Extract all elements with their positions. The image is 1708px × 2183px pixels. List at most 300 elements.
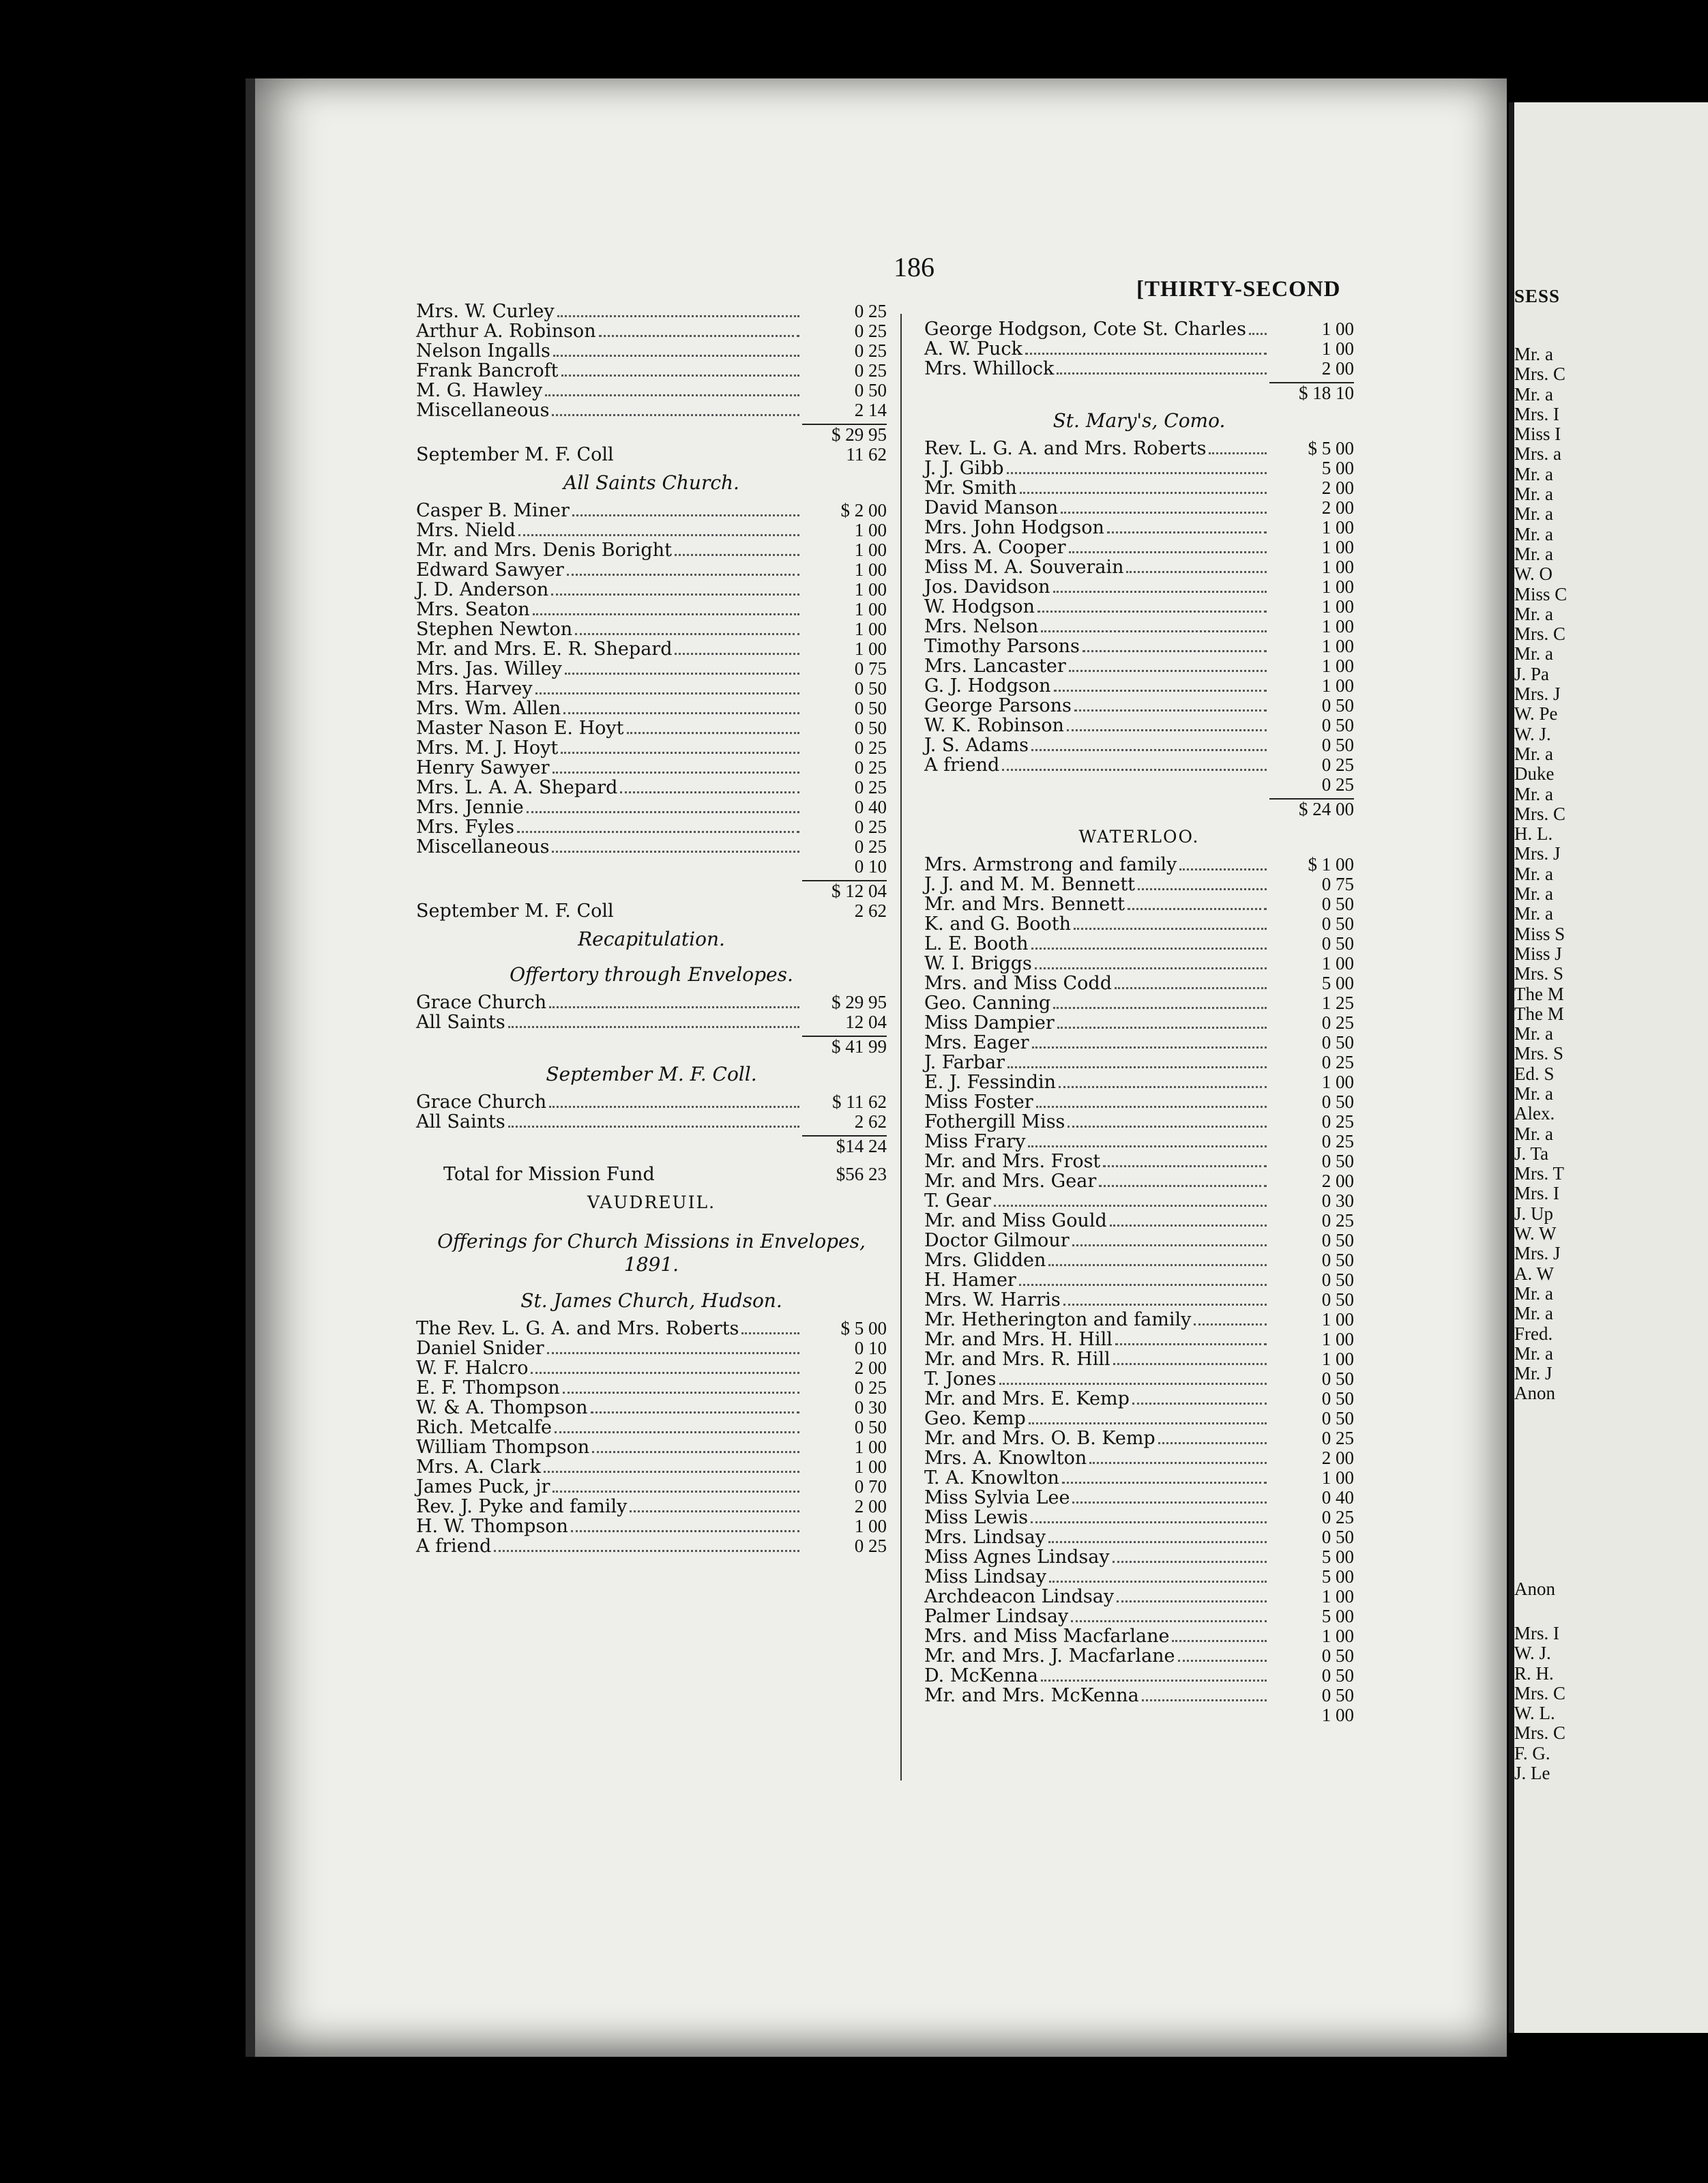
ledger-name: Mr. and Mrs. McKenna <box>924 1685 1139 1706</box>
ledger-row <box>924 1211 1354 1231</box>
next-page-list-bottom <box>1514 1624 1565 1783</box>
column-divider <box>900 314 902 1781</box>
ledger-name: G. J. Hodgson <box>924 675 1051 697</box>
ledger-name: Frank Bancroft <box>416 360 559 381</box>
ledger-row <box>924 1191 1354 1211</box>
ledger-amount: 1 00 <box>854 540 887 560</box>
ledger-amount: $ 1 00 <box>1308 854 1354 875</box>
ledger-row <box>416 817 887 837</box>
leader-dots <box>1128 896 1267 910</box>
ledger-name: Geo. Kemp <box>924 1408 1026 1429</box>
ledger-row <box>924 1053 1354 1072</box>
fragment-line: Mr. a <box>1514 1123 1553 1144</box>
leader-dots <box>1142 1687 1267 1701</box>
fragment-line: Miss J <box>1514 943 1562 964</box>
fragment-line: Mr. a <box>1514 743 1553 764</box>
leader-dots <box>1099 1173 1267 1187</box>
fragment-line: Alex. <box>1514 1103 1555 1124</box>
subtotal-amount: $ 41 99 <box>802 1036 887 1057</box>
fragment-line: Mr. a <box>1514 463 1553 484</box>
ledger-row <box>416 381 887 400</box>
page-number: 186 <box>894 252 934 282</box>
leader-dots <box>1057 360 1267 375</box>
ledger-amount: 1 00 <box>1321 1467 1354 1488</box>
leader-dots <box>1113 1549 1267 1563</box>
ledger-row <box>924 1547 1354 1567</box>
ledger-name: Mrs. W. Curley <box>416 301 555 322</box>
ledger-row <box>924 1132 1354 1152</box>
ledger-row <box>416 1398 887 1418</box>
ledger-name: Daniel Snider <box>416 1338 544 1359</box>
fragment-line: Mr. a <box>1514 863 1553 884</box>
ledger-amount: 12 04 <box>845 1012 887 1032</box>
ledger-name: Mrs. Nield <box>416 520 516 541</box>
fragment-line: Mr. a <box>1514 1023 1553 1044</box>
ledger-name: Mrs. M. J. Hoyt <box>416 737 559 759</box>
leader-dots <box>599 323 799 337</box>
ledger-name: William Thompson <box>416 1437 590 1458</box>
ledger-name: D. McKenna <box>924 1665 1038 1686</box>
ledger-row <box>416 600 887 619</box>
leader-dots <box>557 303 799 317</box>
leader-dots <box>1074 915 1267 930</box>
ledger-row <box>416 1358 887 1378</box>
ledger-name: All Saints <box>416 1111 505 1132</box>
leader-dots <box>545 382 799 396</box>
ledger-amount: 1 00 <box>1321 338 1354 359</box>
ledger-row <box>924 914 1354 934</box>
ledger-amount: 0 50 <box>1321 1092 1354 1112</box>
subtotal-row <box>924 795 1354 819</box>
ledger-name: A friend <box>416 1536 492 1557</box>
section-title-st-james: St. James Church, Hudson. <box>520 1289 782 1312</box>
leader-dots <box>994 1192 1267 1207</box>
ledger-name: W. I. Briggs <box>924 953 1032 974</box>
ledger-amount: 1 00 <box>1321 537 1354 557</box>
leader-dots <box>1007 1054 1267 1068</box>
leader-dots <box>552 402 799 416</box>
ledger-row <box>416 679 887 699</box>
fragment-line: Mrs. a <box>1514 443 1561 465</box>
ledger-name: Mrs. A. Clark <box>416 1456 541 1478</box>
september-label: September M. F. Coll <box>416 444 614 465</box>
ledger-name: Mrs. Harvey <box>416 678 533 699</box>
leader-dots <box>1037 598 1267 613</box>
leader-dots <box>1089 1450 1267 1464</box>
ledger-name: Palmer Lindsay <box>924 1606 1069 1627</box>
leader-dots <box>675 542 799 556</box>
ledger-amount: 0 25 <box>854 1536 887 1556</box>
subtotal-row <box>416 1032 887 1057</box>
ledger-row <box>416 619 887 639</box>
fragment-line: Mr. a <box>1514 523 1553 544</box>
ledger-row <box>924 1448 1354 1468</box>
section-title-vaudreuil: VAUDREUIL. <box>587 1192 716 1212</box>
ledger-name: T. A. Knowlton <box>924 1467 1059 1489</box>
ledger-name: Mr. and Mrs. Frost <box>924 1151 1101 1172</box>
leader-dots <box>1068 1113 1267 1128</box>
leader-dots <box>1032 1034 1267 1049</box>
leader-dots <box>535 680 799 694</box>
leader-dots <box>1041 1667 1267 1682</box>
ledger-row <box>924 775 1354 795</box>
leader-dots <box>999 1371 1267 1385</box>
ledger-amount: 1 00 <box>854 1516 887 1536</box>
leader-dots <box>1057 1014 1267 1029</box>
ledger-row <box>924 875 1354 894</box>
ledger-amount: 1 00 <box>1321 675 1354 696</box>
ledger-amount: 1 00 <box>854 520 887 540</box>
leader-dots <box>1031 1509 1267 1523</box>
ledger-row <box>924 855 1354 875</box>
ledger-name: Mrs. Armstrong and family <box>924 854 1177 875</box>
ledger-name: A. W. Puck <box>924 338 1022 360</box>
ledger-row <box>416 501 887 521</box>
leader-dots <box>553 342 799 357</box>
fragment-line: Mr. a <box>1514 1083 1553 1104</box>
section-title-offerings: Offerings for Church Missions in Envelopes, 1891. <box>437 1230 866 1276</box>
ledger-name: J. J. and M. M. Bennett <box>924 874 1136 895</box>
ledger-row <box>416 1092 887 1112</box>
ledger-row <box>924 755 1354 775</box>
ledger-row <box>924 1231 1354 1250</box>
ledger-row <box>924 597 1354 617</box>
fragment-line: Mrs. J <box>1514 1243 1561 1264</box>
ledger-row <box>416 1319 887 1338</box>
fragment-line: Mrs. I <box>1514 403 1559 424</box>
ledger-amount: 0 50 <box>1321 1527 1354 1547</box>
section-title-september: September M. F. Coll. <box>546 1063 757 1085</box>
ledger-amount: 0 25 <box>1321 774 1354 795</box>
leader-dots <box>508 1014 799 1028</box>
ledger-name: Doctor Gilmour <box>924 1230 1070 1251</box>
ledger-name: Mrs. Whillock <box>924 358 1055 379</box>
leader-dots <box>419 860 799 873</box>
ledger-row <box>924 1666 1354 1686</box>
leader-dots <box>1048 1252 1267 1266</box>
ledger-amount: 2 00 <box>1321 1448 1354 1468</box>
leader-dots <box>1059 1074 1267 1088</box>
ledger-amount: 1 00 <box>854 599 887 619</box>
fragment-line: Mrs. T <box>1514 1163 1565 1184</box>
subtotal-amount: $ 18 10 <box>1269 382 1354 403</box>
fragment-line: Ed. S <box>1514 1063 1555 1084</box>
ledger-row <box>924 1567 1354 1587</box>
leader-dots <box>571 1518 799 1532</box>
ledger-name: Rich. Metcalfe <box>416 1417 552 1438</box>
ledger-amount: 0 75 <box>1321 874 1354 894</box>
ledger-name: J. J. Gibb <box>924 458 1004 479</box>
ledger-amount: 1 00 <box>1321 1329 1354 1349</box>
ledger-name: Miss M. A. Souverain <box>924 557 1124 578</box>
leader-dots <box>1029 1410 1267 1424</box>
ledger-amount: 1 00 <box>1321 636 1354 656</box>
leader-dots <box>1062 1469 1267 1484</box>
ledger-name: Mrs. Jas. Willey <box>416 658 562 679</box>
ledger-row <box>924 1310 1354 1330</box>
leader-dots <box>1209 440 1267 454</box>
ledger-row <box>416 341 887 361</box>
ledger-name: A friend <box>924 754 1000 776</box>
leader-dots <box>1053 995 1267 1009</box>
fragment-line: Mr. a <box>1514 783 1553 804</box>
fragment-line: Duke <box>1514 763 1555 785</box>
st-james-list <box>416 1319 887 1556</box>
ledger-amount: 0 25 <box>854 360 887 381</box>
fragment-line: J. Pa <box>1514 663 1550 684</box>
leader-dots <box>592 1439 799 1453</box>
fragment-line: Mrs. C <box>1514 364 1566 385</box>
offertory-list <box>416 993 887 1032</box>
ledger-row <box>924 1092 1354 1112</box>
ledger-name: Mr. and Mrs. E. Kemp <box>924 1388 1130 1409</box>
ledger-row <box>416 521 887 540</box>
ledger-amount: 0 25 <box>854 340 887 361</box>
ledger-amount: 0 25 <box>1321 1052 1354 1072</box>
fragment-line: Mrs. C <box>1514 1682 1566 1703</box>
ledger-name: Miss Foster <box>924 1092 1033 1113</box>
ledger-name: J. D. Anderson <box>416 579 549 600</box>
leader-dots <box>1072 1232 1267 1246</box>
leader-dots <box>1019 1272 1267 1286</box>
ledger-row <box>924 1409 1354 1429</box>
running-head: [THIRTY-SECOND <box>1136 277 1341 302</box>
ledger-name: J. Farbar <box>924 1052 1005 1073</box>
ledger-amount: 0 25 <box>1321 754 1354 775</box>
ledger-amount: $ 2 00 <box>840 500 887 521</box>
ledger-amount: 1 00 <box>1321 1349 1354 1369</box>
ledger-amount: 1 00 <box>1321 517 1354 538</box>
ledger-amount: 1 00 <box>1321 656 1354 676</box>
ledger-row <box>924 1349 1354 1369</box>
ledger-amount: 0 25 <box>854 836 887 857</box>
ledger-amount: 1 00 <box>854 639 887 659</box>
ledger-name: Miss Lindsay <box>924 1566 1047 1587</box>
leader-dots <box>572 502 799 516</box>
leader-dots <box>1126 559 1267 573</box>
ledger-amount: 0 50 <box>1321 1289 1354 1310</box>
ledger-row <box>416 639 887 659</box>
ledger-amount: 0 50 <box>1321 1151 1354 1171</box>
fragment-line: Mrs. C <box>1514 803 1566 824</box>
ledger-name: Mrs. Lancaster <box>924 656 1066 677</box>
ledger-amount: 2 00 <box>1321 497 1354 518</box>
leader-dots <box>1083 638 1267 652</box>
leader-dots <box>1054 677 1267 692</box>
ledger-row <box>924 1607 1354 1626</box>
leader-dots <box>1031 935 1267 950</box>
ledger-name: Master Nason E. Hoyt <box>416 718 624 739</box>
leader-dots <box>551 581 799 596</box>
ledger-row <box>416 1012 887 1032</box>
fragment-line: Mrs. S <box>1514 963 1564 984</box>
mission-fund-label: Total for Mission Fund <box>443 1164 655 1185</box>
ledger-row <box>416 1517 887 1536</box>
ledger-row <box>924 696 1354 716</box>
ledger-name: Mr. Smith <box>924 478 1017 499</box>
ledger-name: Mrs. and Miss Codd <box>924 973 1112 994</box>
leader-dots <box>927 778 1267 791</box>
ledger-row <box>924 439 1354 458</box>
ledger-name: Mrs. Eager <box>924 1032 1029 1053</box>
ledger-amount: 1 00 <box>1321 576 1354 597</box>
ledger-row <box>924 538 1354 557</box>
ledger-row <box>416 738 887 758</box>
leader-dots <box>544 1459 799 1473</box>
ledger-name: Grace Church <box>416 992 547 1013</box>
ledger-row <box>924 1033 1354 1053</box>
fragment-line: Mrs. I <box>1514 1183 1559 1204</box>
ledger-amount: 0 50 <box>1321 735 1354 755</box>
leader-dots <box>1069 539 1267 553</box>
ledger-amount: 2 00 <box>854 1358 887 1378</box>
ledger-name: Mr. and Mrs. J. Macfarlane <box>924 1645 1175 1667</box>
leader-dots <box>1025 340 1267 355</box>
ledger-row <box>416 1477 887 1497</box>
ledger-name: Miscellaneous <box>416 400 550 421</box>
top-list <box>924 319 1354 379</box>
ledger-name: Mrs. L. A. A. Shepard <box>416 777 618 798</box>
ledger-amount: 5 00 <box>1321 458 1354 478</box>
ledger-row <box>416 797 887 817</box>
mission-fund-amount: $56 23 <box>836 1164 887 1184</box>
fragment-line: Mr. a <box>1514 603 1553 624</box>
ledger-row <box>924 518 1354 538</box>
ledger-name: Nelson Ingalls <box>416 340 550 362</box>
leader-dots <box>1007 460 1267 474</box>
fragment-line: Anon <box>1514 1383 1555 1404</box>
ledger-name: Rev. L. G. A. and Mrs. Roberts <box>924 438 1207 459</box>
ledger-amount: 0 25 <box>1321 1428 1354 1448</box>
ledger-amount: 1 00 <box>854 619 887 639</box>
leader-dots <box>518 522 799 536</box>
ledger-amount: 0 50 <box>1321 1250 1354 1270</box>
ledger-amount: 1 00 <box>854 1456 887 1477</box>
ledger-name: Mrs. Fyles <box>416 817 515 838</box>
ledger-row <box>924 993 1354 1013</box>
ledger-row <box>416 699 887 718</box>
leader-dots <box>1113 1351 1267 1365</box>
ledger-amount: 0 40 <box>1321 1487 1354 1508</box>
all-saints-list <box>416 501 887 877</box>
ledger-name: George Parsons <box>924 695 1072 716</box>
ledger-name: Mrs. Jennie <box>416 797 524 818</box>
ledger-row <box>924 735 1354 755</box>
ledger-row <box>924 1369 1354 1389</box>
ledger-row <box>416 758 887 778</box>
leader-dots <box>1020 480 1267 494</box>
ledger-amount: 0 25 <box>854 777 887 797</box>
ledger-row <box>924 1626 1354 1646</box>
ledger-name: M. G. Hawley <box>416 380 543 401</box>
ledger-amount: 0 40 <box>854 797 887 817</box>
ledger-row <box>924 1488 1354 1508</box>
ledger-amount: 0 25 <box>1321 1131 1354 1152</box>
ledger-name: H. W. Thompson <box>416 1516 568 1537</box>
september-row <box>416 901 887 922</box>
leader-dots <box>591 1399 799 1413</box>
ledger-amount: 5 00 <box>1321 1566 1354 1587</box>
ledger-row <box>416 837 887 857</box>
ledger-row <box>924 1250 1354 1270</box>
fragment-line: Mr. a <box>1514 1303 1553 1324</box>
ledger-row <box>924 339 1354 359</box>
leader-dots <box>1072 1489 1267 1504</box>
ledger-name: Mr. and Mrs. O. B. Kemp <box>924 1428 1155 1449</box>
ledger-name: H. Hamer <box>924 1270 1016 1291</box>
ledger-row <box>416 1112 887 1132</box>
ledger-amount: 2 62 <box>854 1111 887 1132</box>
fragment-line: Mr. a <box>1514 344 1553 364</box>
fragment-line: Mrs. J <box>1514 843 1561 864</box>
ledger-name: Mr. and Mrs. Denis Boright <box>416 540 672 561</box>
ledger-row <box>924 1290 1354 1310</box>
ledger-row <box>924 1330 1354 1349</box>
fragment-line: Mr. a <box>1514 883 1553 905</box>
ledger-amount: 0 50 <box>1321 913 1354 934</box>
leader-dots <box>1031 737 1267 751</box>
leader-dots <box>563 1379 799 1394</box>
leader-dots <box>1069 658 1267 672</box>
leader-dots <box>533 601 799 615</box>
fragment-line: Mr. a <box>1514 903 1553 924</box>
ledger-name: George Hodgson, Cote St. Charles <box>924 319 1246 340</box>
ledger-row <box>416 1497 887 1517</box>
ledger-name: Casper B. Miner <box>416 500 570 521</box>
leader-dots <box>552 838 799 853</box>
ledger-row <box>416 540 887 560</box>
ledger-row <box>924 934 1354 954</box>
september-label: September M. F. Coll <box>416 900 614 922</box>
ledger-amount: 0 25 <box>854 737 887 758</box>
ledger-amount: 2 00 <box>1321 1171 1354 1191</box>
ledger-row <box>924 1152 1354 1171</box>
ledger-name: Mrs. Glidden <box>924 1250 1046 1271</box>
ledger-row <box>924 478 1354 498</box>
ledger-row <box>416 400 887 420</box>
leader-dots <box>1172 1628 1267 1642</box>
leader-dots <box>1249 321 1267 335</box>
ledger-amount: 2 14 <box>854 400 887 420</box>
ledger-row <box>924 716 1354 735</box>
leader-dots <box>1103 1153 1267 1167</box>
fragment-line: Miss S <box>1514 923 1565 944</box>
leader-dots <box>741 1320 799 1334</box>
fragment-line: Mr. a <box>1514 643 1553 664</box>
section-title-all-saints: All Saints Church. <box>563 471 739 494</box>
ledger-amount: 0 25 <box>854 1377 887 1398</box>
ledger-name: Mrs. W. Harris <box>924 1289 1061 1310</box>
ledger-name: Mr. and Mrs. R. Hill <box>924 1349 1110 1370</box>
ledger-name: Grace Church <box>416 1092 547 1113</box>
ledger-name: Rev. J. Pyke and family <box>416 1496 628 1517</box>
ledger-row <box>416 1418 887 1437</box>
ledger-name: Jos. Davidson <box>924 576 1050 598</box>
leader-dots <box>531 1360 799 1374</box>
ledger-row <box>924 577 1354 597</box>
ledger-amount: 0 25 <box>854 301 887 321</box>
ledger-name: W. F. Halcro <box>416 1358 529 1379</box>
leader-dots <box>1035 955 1267 969</box>
september-list <box>416 1092 887 1132</box>
leader-dots <box>553 1478 799 1493</box>
subtotal-amount: $14 24 <box>802 1135 887 1156</box>
subtotal-row <box>416 877 887 901</box>
september-row <box>416 445 887 465</box>
leader-dots <box>575 621 799 635</box>
ledger-amount: 0 25 <box>854 817 887 837</box>
ledger-name: Miss Dampier <box>924 1012 1055 1034</box>
